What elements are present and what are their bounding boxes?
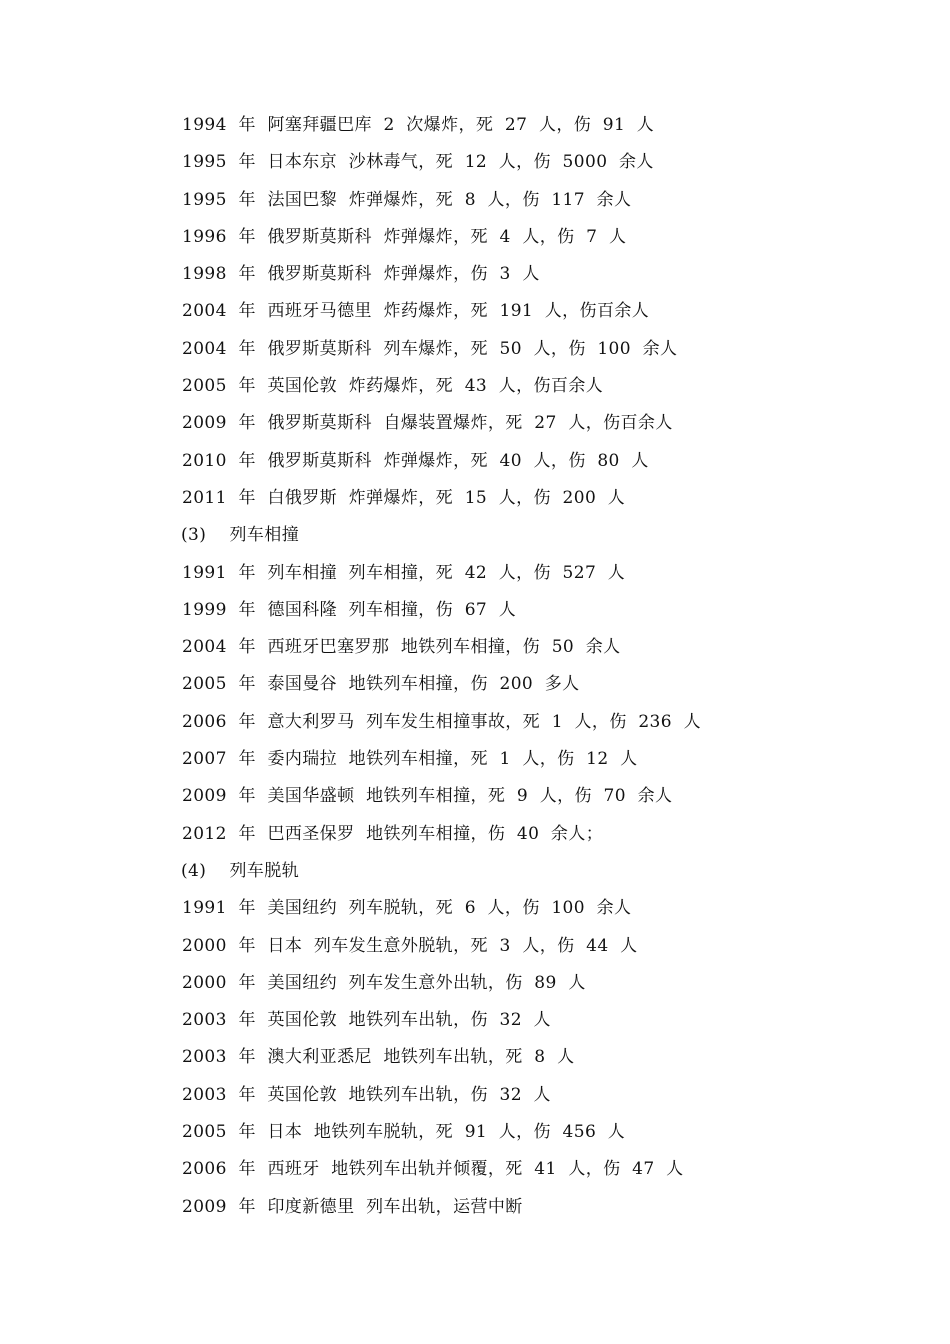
text-line: 1995 年 法国巴黎 炸弹爆炸，死 8 人，伤 117 余人: [182, 189, 632, 210]
text-line: 2007 年 委内瑞拉 地铁列车相撞，死 1 人，伤 12 人: [182, 749, 638, 770]
text-line: 2005 年 英国伦敦 炸药爆炸，死 43 人，伤百余人: [182, 376, 604, 397]
text-line: 2004 年 俄罗斯莫斯科 列车爆炸，死 50 人，伤 100 余人: [182, 338, 678, 359]
text-line: 1995 年 日本东京 沙林毒气，死 12 人，伤 5000 余人: [182, 152, 654, 173]
section-heading: (3) 列车相撞: [181, 525, 300, 546]
text-line: 2011 年 白俄罗斯 炸弹爆炸，死 15 人，伤 200 人: [182, 487, 626, 508]
text-line: 2009 年 印度新德里 列车出轨，运营中断: [182, 1196, 523, 1217]
text-line: 2003 年 英国伦敦 地铁列车出轨，伤 32 人: [182, 1084, 551, 1105]
text-line: 1999 年 德国科隆 列车相撞，伤 67 人: [182, 599, 517, 620]
section-heading: (4) 列车脱轨: [181, 860, 300, 881]
text-line: 2003 年 澳大利亚悉尼 地铁列车出轨，死 8 人: [182, 1047, 575, 1068]
text-line: 2009 年 俄罗斯莫斯科 自爆装置爆炸，死 27 人，伤百余人: [182, 413, 673, 434]
text-line: 2000 年 美国纽约 列车发生意外出轨，伤 89 人: [182, 972, 586, 993]
text-line: 1994 年 阿塞拜疆巴库 2 次爆炸，死 27 人，伤 91 人: [182, 115, 655, 135]
text-line: 2006 年 西班牙 地铁列车出轨并倾覆，死 41 人，伤 47 人: [182, 1159, 684, 1180]
text-line: 1991 年 美国纽约 列车脱轨，死 6 人，伤 100 余人: [182, 898, 632, 919]
text-line: 2006 年 意大利罗马 列车发生相撞事故，死 1 人，伤 236 人: [182, 711, 701, 732]
text-line: 2012 年 巴西圣保罗 地铁列车相撞，伤 40 余人；: [182, 823, 604, 844]
text-line: 1991 年 列车相撞 列车相撞，死 42 人，伤 527 人: [182, 562, 626, 583]
text-line: 1996 年 俄罗斯莫斯科 炸弹爆炸，死 4 人，伤 7 人: [182, 226, 627, 247]
text-line: 2004 年 西班牙巴塞罗那 地铁列车相撞，伤 50 余人: [182, 637, 621, 658]
text-line: 2004 年 西班牙马德里 炸药爆炸，死 191 人，伤百余人: [182, 301, 650, 322]
text-line: 1998 年 俄罗斯莫斯科 炸弹爆炸，伤 3 人: [182, 264, 540, 285]
text-line: 2009 年 美国华盛顿 地铁列车相撞，死 9 人，伤 70 余人: [182, 786, 673, 807]
text-line: 2005 年 日本 地铁列车脱轨，死 91 人，伤 456 人: [182, 1122, 626, 1143]
text-line: 2000 年 日本 列车发生意外脱轨，死 3 人，伤 44 人: [182, 935, 638, 956]
text-line: 2003 年 英国伦敦 地铁列车出轨，伤 32 人: [182, 1010, 551, 1031]
text-line: 2005 年 泰国曼谷 地铁列车相撞，伤 200 多人: [182, 674, 580, 695]
document-body: [182, 107, 882, 1226]
text-line: 2010 年 俄罗斯莫斯科 炸弹爆炸，死 40 人，伤 80 人: [182, 450, 649, 471]
